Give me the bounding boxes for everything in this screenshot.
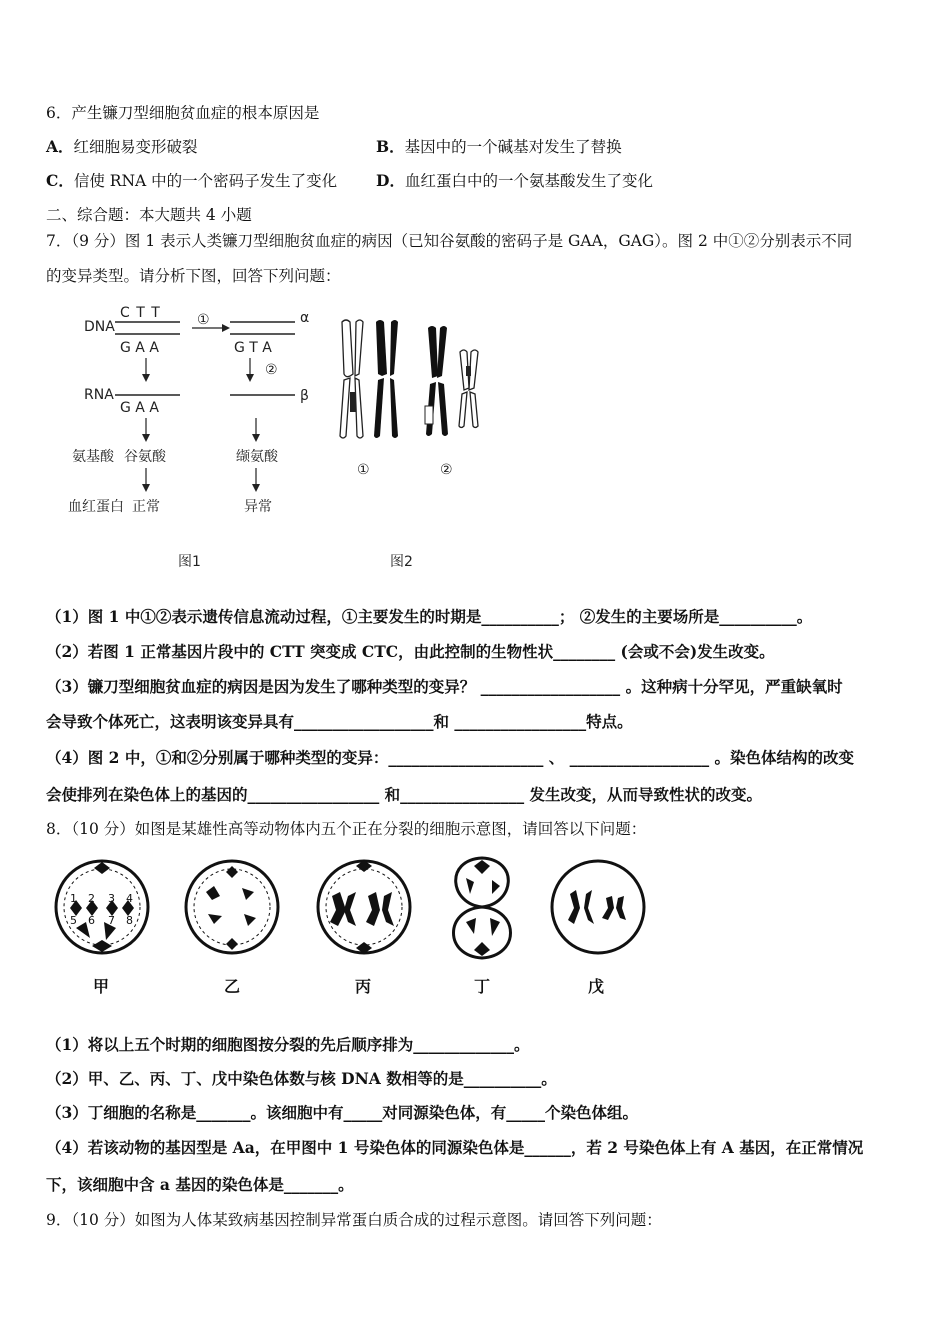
q8-sub2: （2）甲、乙、丙、丁、戊中染色体数与核 DNA 数相等的是__________。 xyxy=(46,1069,557,1088)
cell-label: 戊 xyxy=(588,977,605,996)
chromosome-white xyxy=(340,320,363,438)
cell-jia xyxy=(56,861,148,996)
abnormal-result: 异常 xyxy=(244,499,272,515)
cell-label: 甲 xyxy=(93,977,110,996)
bottom-bases: G A A xyxy=(120,340,159,356)
chrom-num: 1 xyxy=(70,892,77,905)
figure-2 xyxy=(340,320,478,570)
figure-1-caption: 图1 xyxy=(178,554,201,570)
q6-option-b[interactable] xyxy=(376,137,622,157)
mut-bases: G T A xyxy=(234,340,272,356)
chrom-num: 3 xyxy=(108,892,115,905)
chrom-num: 2 xyxy=(88,892,95,905)
q8-sub3: （3）丁细胞的名称是_______。该细胞中有_____对同源染色体，有_____个染色体组。 xyxy=(46,1103,639,1122)
cell-label: 丁 xyxy=(474,977,491,996)
q7-sub4-line2: 会使排列在染色体上的基因的_________________ 和________________ 发生改变，从而导致性状的改变。 xyxy=(46,785,763,804)
option-text: 信使 RNA 中的一个密码子发生了变化 xyxy=(73,172,338,190)
arrowhead xyxy=(252,484,260,492)
q7-sub2: （2）若图 1 正常基因片段中的 CTT 突变成 CTC，由此控制的生物性状________ (会或不会)发生改变。 xyxy=(46,642,775,661)
q6-option-c[interactable] xyxy=(46,171,337,191)
fig2-label-2: ② xyxy=(440,462,453,478)
chrom-num: 6 xyxy=(88,914,95,927)
hemoglobin-label: 血红蛋白 xyxy=(68,499,124,515)
q8-sub1: （1）将以上五个时期的细胞图按分裂的先后顺序排为_____________。 xyxy=(46,1035,530,1054)
option-text: 红细胞易变形破裂 xyxy=(73,138,198,156)
q9-stem: 9．（10 分）如图为人体某致病基因控制异常蛋白质合成的过程示意图。请回答下列问题： xyxy=(46,1211,662,1229)
figure-2-caption: 图2 xyxy=(390,554,413,570)
fig2-label-1: ① xyxy=(357,462,370,478)
q8-stem: 8．（10 分）如图是某雄性高等动物体内五个正在分裂的细胞示意图，请回答以下问题： xyxy=(46,820,647,838)
rna-label: RNA xyxy=(84,387,114,403)
q7-sub4-line1: （4）图 2 中，①和②分别属于哪种类型的变异：____________________ 、 __________________ 。染色体结构的改变 xyxy=(46,748,855,767)
q7-figure xyxy=(60,296,500,586)
q7-stem-line1: 7．（9 分）图 1 表示人类镰刀型细胞贫血症的病因（已知谷氨酸的密码子是 GAA，GAG）。图 2 中①②分别表示不同 xyxy=(46,232,853,250)
top-bases: C T T xyxy=(120,305,161,321)
option-key: D． xyxy=(376,171,405,190)
q8-sub4-line1: （4）若该动物的基因型是 Aa，在甲图中 1 号染色体的同源染色体是______，若 2 号染色体上有 A 基因，在正常情况 xyxy=(46,1138,864,1157)
normal-amino: 谷氨酸 xyxy=(124,449,166,465)
section-title: 二、综合题：本大题共 4 小题 xyxy=(46,206,252,224)
option-key: C． xyxy=(46,171,74,190)
alpha-label: α xyxy=(300,310,310,326)
cell-ding xyxy=(454,858,511,996)
option-text: 基因中的一个碱基对发生了替换 xyxy=(404,138,622,156)
chrom-num: 7 xyxy=(108,914,115,927)
cell-label: 乙 xyxy=(224,977,241,996)
step2-label: ② xyxy=(265,362,278,378)
cell-label: 丙 xyxy=(355,977,372,996)
q7-sub3-line1: （3）镰刀型细胞贫血症的病因是因为发生了哪种类型的变异？ __________________ 。这种病十分罕见，严重缺氧时 xyxy=(46,677,843,696)
option-key: B． xyxy=(376,137,405,156)
option-text: 血红蛋白中的一个氨基酸发生了变化 xyxy=(404,172,653,190)
q6-option-a[interactable] xyxy=(46,137,198,157)
q8-sub4-line2: 下，该细胞中含 a 基因的染色体是_______。 xyxy=(46,1175,354,1194)
cell-bing xyxy=(318,860,410,996)
arrowhead xyxy=(142,374,150,382)
cell-wu xyxy=(552,861,644,996)
figure-1 xyxy=(68,305,309,570)
arrowhead xyxy=(252,434,260,442)
q6-option-d[interactable] xyxy=(376,171,653,191)
dna-label: DNA xyxy=(84,319,115,335)
chromosome-black-2 xyxy=(425,326,448,436)
normal-result: 正常 xyxy=(132,499,160,515)
chrom-num: 5 xyxy=(70,914,77,927)
q7-sub3-line2: 会导致个体死亡，这表明该变异具有__________________和 _________________特点。 xyxy=(46,712,633,731)
arrowhead xyxy=(222,324,230,332)
chrom-num: 4 xyxy=(126,892,133,905)
arrowhead xyxy=(246,374,254,382)
amino-label: 氨基酸 xyxy=(72,449,114,465)
chromosome-black xyxy=(374,320,398,438)
arrowhead xyxy=(142,434,150,442)
chromosome-white-2 xyxy=(459,350,478,428)
q6-stem: 6．产生镰刀型细胞贫血症的根本原因是 xyxy=(46,104,320,122)
beta-label: β xyxy=(300,388,309,404)
q7-stem-line2: 的变异类型。请分析下图，回答下列问题： xyxy=(46,267,341,285)
mutant-amino: 缬氨酸 xyxy=(236,449,278,465)
q7-sub1: （1）图 1 中①②表示遗传信息流动过程，①主要发生的时期是__________； ②发生的主要场所是__________。 xyxy=(46,607,813,626)
q8-figure xyxy=(46,852,666,1002)
option-key: A． xyxy=(46,137,74,156)
arrowhead xyxy=(142,484,150,492)
chrom-num: 8 xyxy=(126,914,133,927)
rna-bases: G A A xyxy=(120,400,159,416)
step1-label: ① xyxy=(197,312,210,328)
cell-yi xyxy=(186,861,278,996)
